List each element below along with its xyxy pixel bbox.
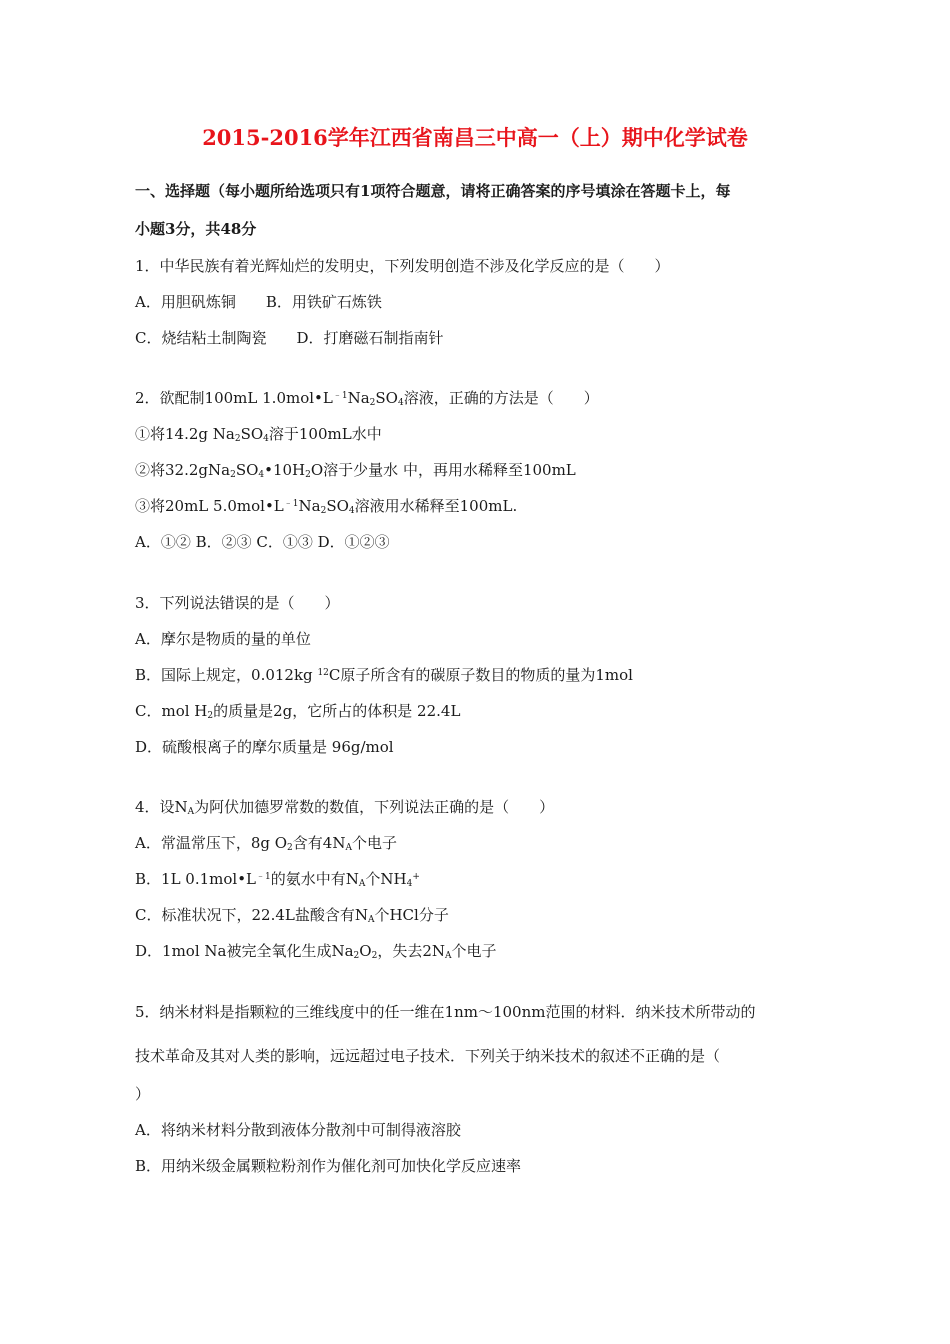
q4-stem: 4．设$N_A$为阿伏加德罗常数的数值，下列说法正确的是（ ） [135, 798, 555, 817]
q5-stem-line-3: ） [135, 1085, 151, 1103]
q3-option-d: D．硫酸根离子的摩尔质量是 96g/mol [135, 738, 394, 756]
q4-option-d: D．1mol Na被完全氧化生成$Na_2O_2$，失去$2N_A$个电子 [135, 942, 497, 961]
q1-stem: 1．中华民族有着光辉灿烂的发明史，下列发明创造不涉及化学反应的是（ ） [135, 257, 670, 275]
q2-method-3: ③将20mL $5.0mol•L^{﹣1}Na_2SO_4$溶液用水稀释至100mL. [135, 497, 518, 516]
q1-options-ab: A．用胆矾炼铜 B．用铁矿石炼铁 [135, 293, 382, 311]
q5-option-b: B．用纳米级金属颗粒粉剂作为催化剂可加快化学反应速率 [135, 1157, 522, 1175]
q5-option-a: A．将纳米材料分散到液体分散剂中可制得液溶胶 [135, 1121, 461, 1139]
q4-option-b: B．1L $0.1mol•L^{﹣1}$的氨水中有$N_A$个$NH_4^+$ [135, 870, 420, 889]
q3-option-c: C．mol $H_2$的质量是2g，它所占的体积是 22.4L [135, 702, 461, 721]
q2-method-2: ②将$32.2gNa_2SO_4•10H_2O$溶于少量水 中，再用水稀释至100mL [135, 461, 576, 480]
q5-stem-line-1: 5．纳米材料是指颗粒的三维线度中的任一维在1nm～100nm范围的材料．纳米技术所带动的 [135, 1003, 756, 1021]
q4-option-a: A．常温常压下，8g $O_2$含有$4N_A$个电子 [135, 834, 397, 853]
q2-method-1: ①将14.2g $Na_2SO_4$溶于100mL水中 [135, 425, 382, 444]
q3-option-b: B．国际上规定，0.012kg $^{12}$C原子所含有的碳原子数目的物质的量为1mol [135, 666, 633, 684]
q3-stem: 3．下列说法错误的是（ ） [135, 594, 340, 612]
section-heading-line-1: 一、选择题（每小题所给选项只有1项符合题意，请将正确答案的序号填涂在答题卡上，每 [135, 182, 731, 200]
section-heading-line-2: 小题3分，共48分 [135, 220, 257, 238]
q5-stem-line-2: 技术革命及其对人类的影响，远远超过电子技术．下列关于纳米技术的叙述不正确的是（ [135, 1047, 721, 1065]
q2-stem: 2．欲配制100mL $1.0mol•L^{﹣1}Na_2SO_4$溶液，正确的方法是（ ） [135, 389, 599, 408]
q3-option-a: A．摩尔是物质的量的单位 [135, 630, 311, 648]
exam-title: 2015-2016学年江西省南昌三中高一（上）期中化学试卷 [202, 125, 748, 150]
q1-options-cd: C．烧结粘土制陶瓷 D．打磨磁石制指南针 [135, 329, 444, 347]
q4-option-c: C．标准状况下，22.4L盐酸含有$N_A$个HCl分子 [135, 906, 449, 925]
q2-answer-choices: A．①② B．②③ C．①③ D．①②③ [135, 533, 390, 551]
